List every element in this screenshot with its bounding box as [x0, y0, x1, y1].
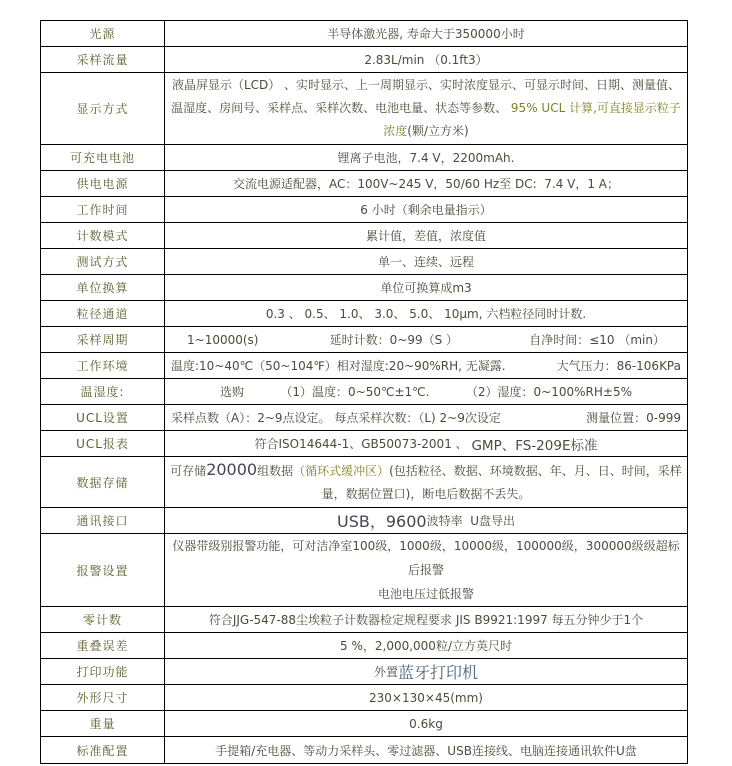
spec-value [165, 223, 687, 248]
spec-value-segment: 温度:10~40℃（50~104℉）相对湿度:20~90%RH, 无凝露. [171, 359, 506, 373]
spec-value-segment: 5 %，2,000,000粒/立方英尺时 [340, 639, 512, 653]
spec-row [41, 659, 687, 685]
spec-value-segment: 仪器带级别报警功能，可对洁净室100级，1000级，10000级，100000级，300000级级超标后报警 [172, 539, 680, 577]
spec-label: 外形尺寸 [41, 685, 165, 710]
spec-value [165, 405, 687, 430]
spec-value [165, 508, 687, 533]
spec-row [41, 685, 687, 711]
spec-value-segment: 95% UCL 计算,可直接显示粒子浓度 [383, 101, 681, 138]
spec-label: 数据存储 [41, 457, 165, 507]
spec-value [165, 379, 687, 404]
spec-value [165, 431, 687, 456]
spec-value-segment: 外置 [373, 665, 398, 679]
spec-value-segment: (包括粒径、数据、环境数据、年、月、日、时间，采样量，数据位置口)，断电后数据不丢失。 [321, 464, 682, 501]
spec-value-segment: USB，9600 [337, 512, 427, 531]
spec-row [41, 171, 687, 197]
spec-value [165, 47, 687, 72]
spec-row [41, 223, 687, 249]
spec-row [41, 405, 687, 431]
spec-label: UCL报表 [41, 431, 165, 456]
spec-label: 标准配置 [41, 737, 165, 763]
spec-value-segment: 交流电源适配器，AC：100V~245 V，50/60 Hz至 DC: 7.4 V，1 A； [232, 177, 620, 191]
spec-label: 工作环境 [41, 353, 165, 378]
spec-value-segment: 电池电压过低报警 [377, 587, 474, 601]
spec-row [41, 145, 687, 171]
spec-row [41, 327, 687, 353]
spec-value [165, 145, 687, 170]
spec-value-segment: 0.3 、 0.5、 1.0、 3.0、 5.0、 10μm, 六档粒径同时计数. [265, 307, 587, 321]
spec-value [165, 275, 687, 300]
spec-label: 粒径通道 [41, 301, 165, 326]
spec-row [41, 534, 687, 607]
spec-label: 计数模式 [41, 223, 165, 248]
spec-label: 通讯接口 [41, 508, 165, 533]
spec-value [165, 659, 687, 684]
spec-row [41, 379, 687, 405]
spec-value-segment: 符合ISO14644-1、GB50073-2001 、 [254, 437, 472, 451]
spec-value [165, 737, 687, 763]
spec-value-segment: 可存储 [170, 464, 207, 478]
spec-row [41, 249, 687, 275]
spec-value-segment: 符合JJG-547-88尘埃粒子计数器检定规程要求 JIS B9921:1997 每五分钟少于1个 [208, 613, 644, 627]
spec-value-segment: (颗/立方米) [407, 124, 469, 138]
spec-label: 零计数 [41, 607, 165, 632]
spec-value-segment: 波特率 U盘导出 [426, 514, 515, 528]
spec-row [41, 508, 687, 534]
spec-row [41, 21, 687, 47]
spec-value-segment: 半导体激光器, 寿命大于350000小时 [327, 27, 525, 41]
spec-table [40, 20, 688, 764]
spec-label: 单位换算 [41, 275, 165, 300]
spec-value-segment: 0.6kg [409, 716, 443, 731]
spec-value [165, 21, 687, 46]
spec-row [41, 197, 687, 223]
spec-value [165, 685, 687, 710]
spec-value-segment: （1）温度：0~50℃±1℃. [280, 385, 430, 399]
spec-value-segment: 230×130×45(mm) [369, 690, 483, 705]
spec-label: 采样流量 [41, 47, 165, 72]
spec-row [41, 275, 687, 301]
spec-label: 工作时间 [41, 197, 165, 222]
spec-value-segment: （循环式缓冲区） [293, 464, 390, 478]
spec-value [165, 607, 687, 632]
spec-value [165, 633, 687, 658]
spec-row [41, 457, 687, 508]
spec-value-segment: 选购 [220, 385, 245, 399]
spec-value [165, 327, 687, 352]
spec-label: 可充电电池 [41, 145, 165, 170]
spec-value-segment: 延时计数：0~99（S ） [329, 333, 459, 347]
spec-row [41, 711, 687, 737]
spec-row [41, 431, 687, 457]
spec-value-segment: 蓝牙打印机 [398, 663, 479, 682]
spec-value-segment: GMP、FS-209E标准 [471, 437, 598, 454]
spec-value [165, 457, 687, 507]
spec-row [41, 47, 687, 73]
spec-row [41, 737, 687, 763]
spec-label: 打印功能 [41, 659, 165, 684]
spec-label: UCL设置 [41, 405, 165, 430]
spec-value-segment: 组数据 [257, 464, 294, 478]
spec-value-segment: 20000 [206, 460, 258, 479]
spec-value-segment: 采样点数（A）：2~9点设定。 每点采样次数：（L) 2~9次设定 [171, 411, 501, 425]
spec-label: 供电电源 [41, 171, 165, 196]
spec-label: 采样周期 [41, 327, 165, 352]
spec-row [41, 301, 687, 327]
spec-row [41, 633, 687, 659]
spec-value-segment: 单位可换算成m3 [380, 281, 472, 295]
spec-value-segment: 1~10000(s) [187, 332, 259, 347]
spec-label: 温湿度: [41, 379, 165, 404]
spec-value [165, 249, 687, 274]
spec-value-segment: 累计值，差值，浓度值 [365, 229, 486, 243]
spec-value [165, 73, 687, 144]
spec-label: 光源 [41, 21, 165, 46]
spec-label: 报警设置 [41, 534, 165, 606]
spec-label: 测试方式 [41, 249, 165, 274]
spec-value-segment: 液晶屏显示（LCD） 、实时显示、上一周期显示、实时浓度显示、可显示时间、日期、测量值、温湿度、房间号、采样点、采样次数、电池电量、状态等参数、 [171, 78, 681, 115]
spec-label: 重量 [41, 711, 165, 736]
spec-value-segment: 自净时间：≤10 （min） [529, 333, 665, 347]
spec-row [41, 607, 687, 633]
spec-value-segment: 单一、连续、远程 [377, 255, 474, 269]
spec-value-segment: 2.83L/min （0.1ft3） [364, 53, 488, 67]
spec-value [165, 197, 687, 222]
spec-value [165, 301, 687, 326]
spec-value [165, 711, 687, 736]
spec-sheet [40, 20, 688, 764]
spec-row [41, 73, 687, 145]
spec-value-segment: 大气压力：86-106KPa [556, 359, 681, 373]
spec-value [165, 534, 687, 606]
spec-value-segment: 锂离子电池，7.4 V，2200mAh. [337, 151, 515, 165]
spec-value-segment: 手提箱/充电器、等动力采样头、零过滤器、USB连接线、电脑连接通讯软件U盘 [215, 743, 637, 758]
spec-value-segment: 6 小时（剩余电量指示） [360, 203, 492, 217]
spec-row [41, 353, 687, 379]
spec-value [165, 353, 687, 378]
spec-value-segment: 测量位置：0-999 [586, 411, 681, 425]
spec-value-segment: （2）湿度：0~100%RH±5% [465, 385, 632, 399]
spec-label: 重叠误差 [41, 633, 165, 658]
spec-label: 显示方式 [41, 73, 165, 144]
spec-value [165, 171, 687, 196]
